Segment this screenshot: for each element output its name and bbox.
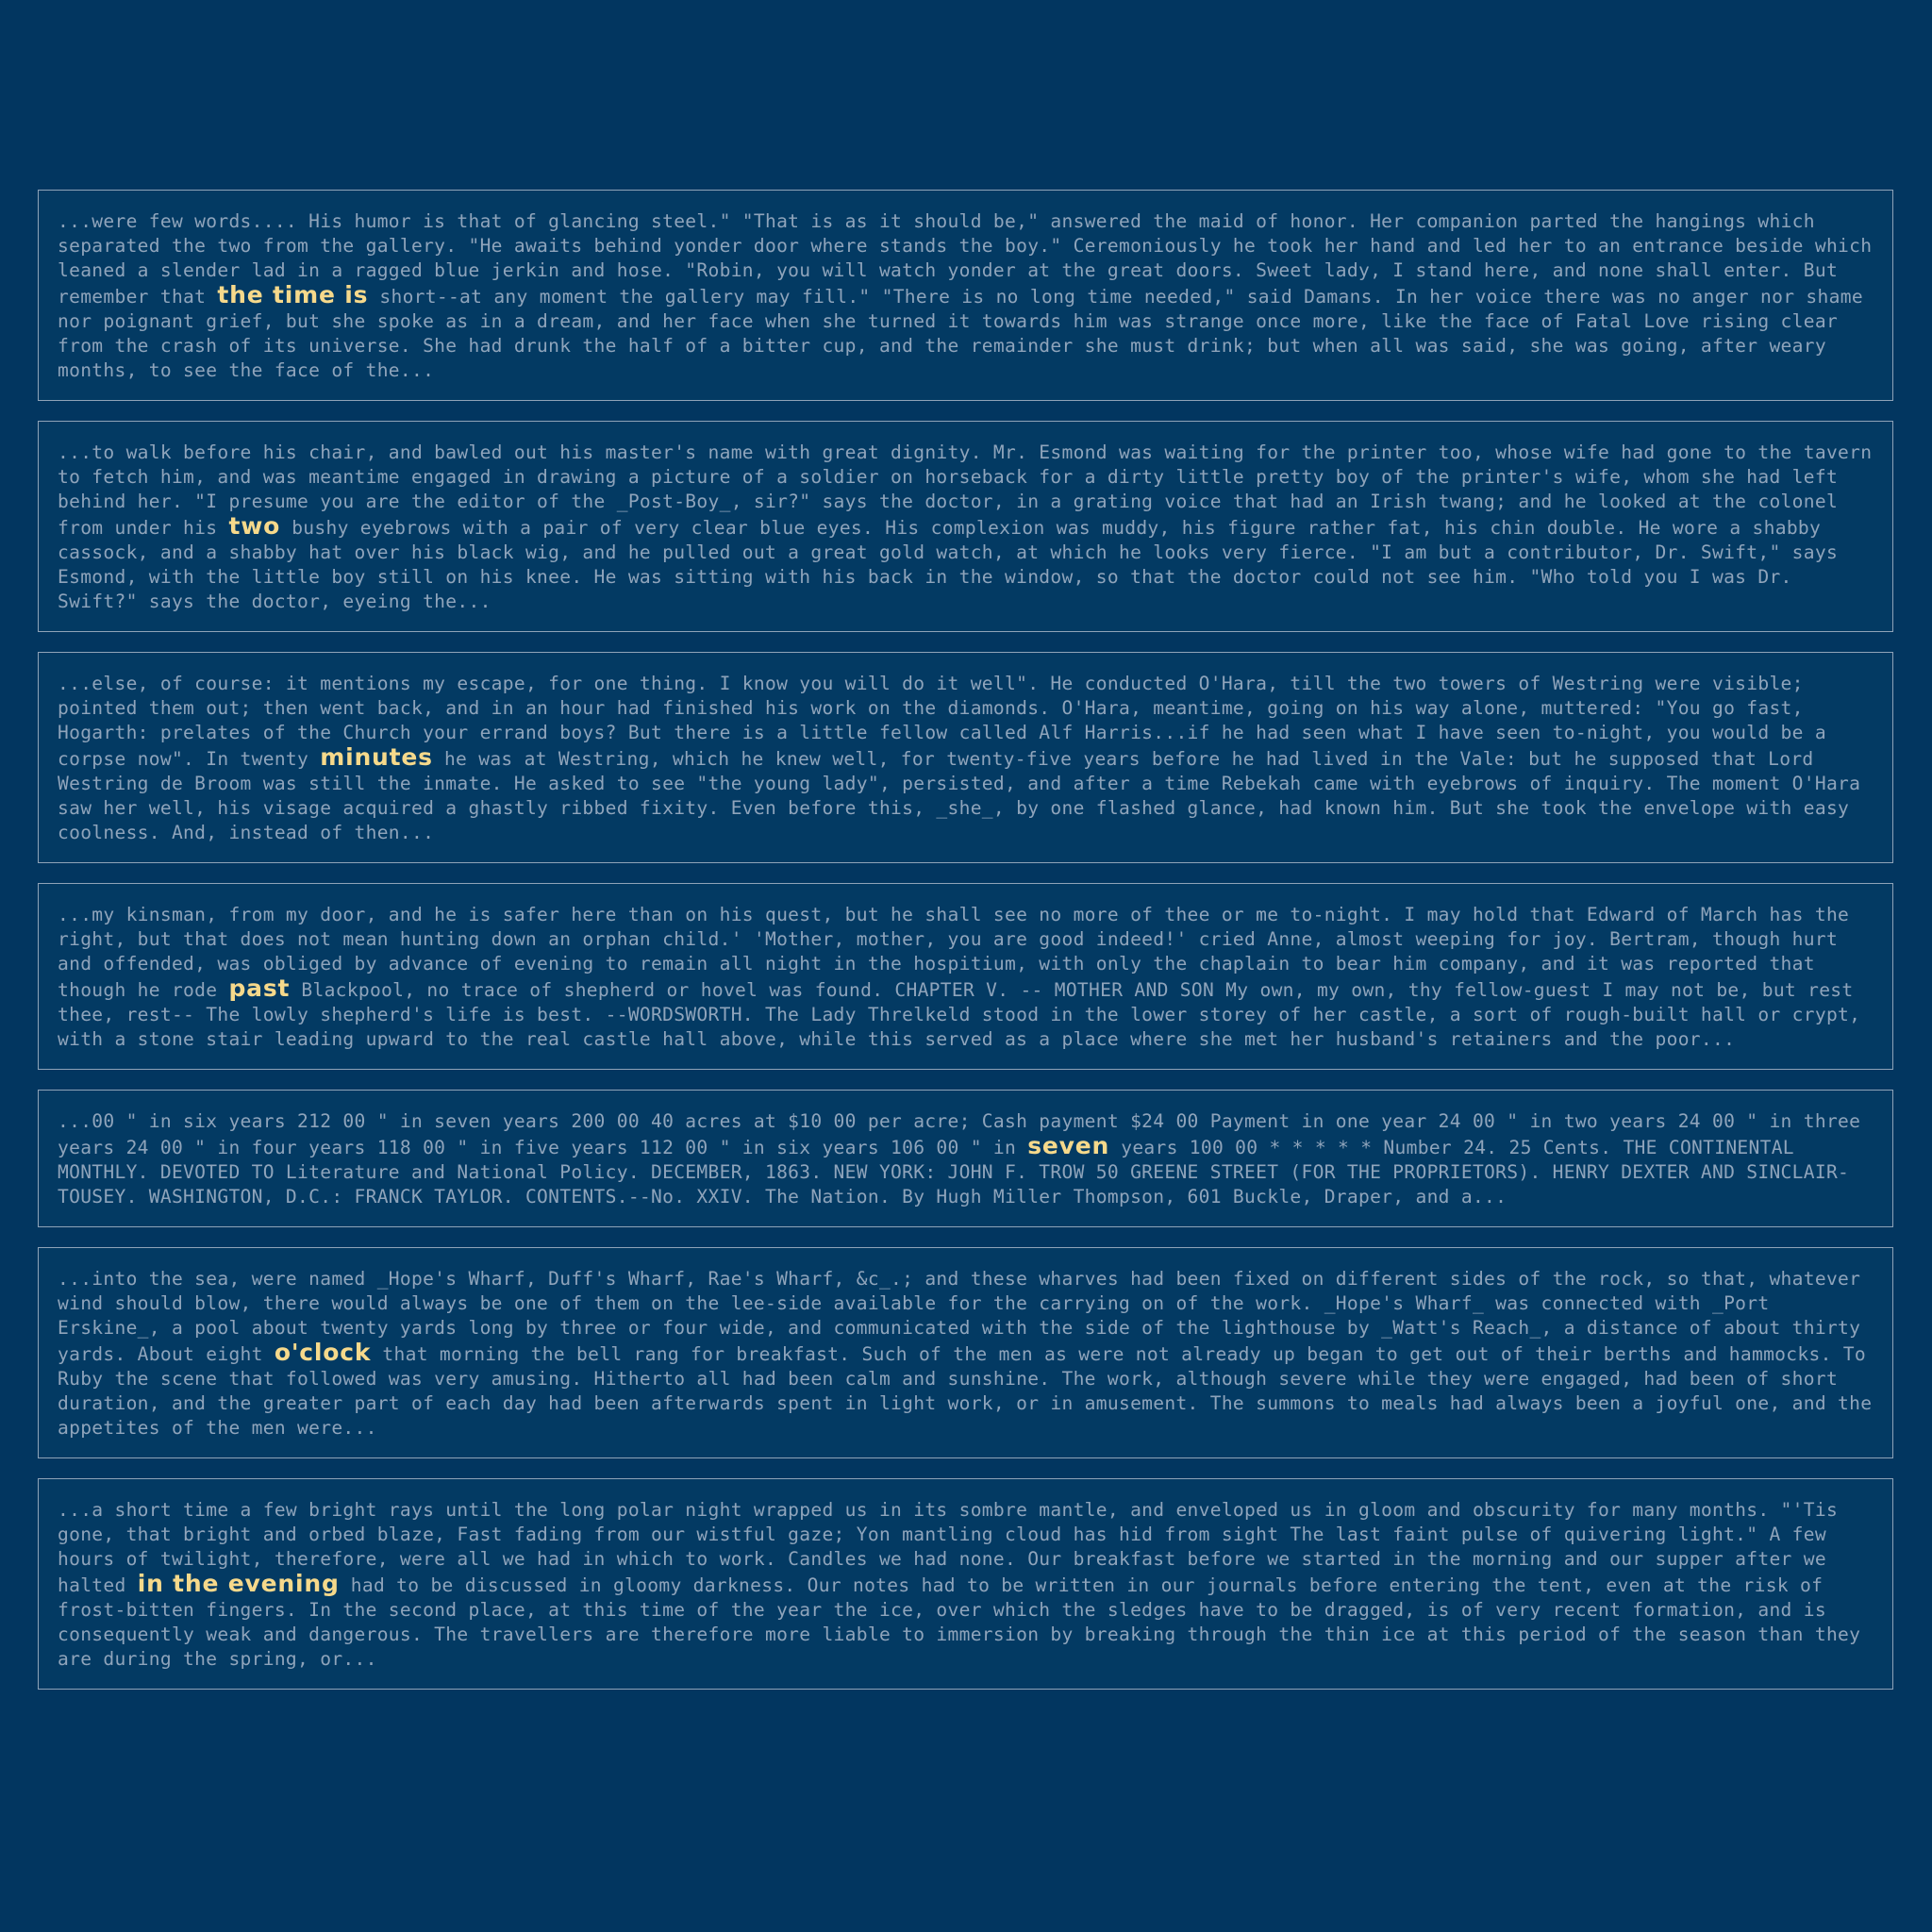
highlighted-match: two: [228, 512, 281, 540]
result-card[interactable]: [38, 1247, 1893, 1458]
result-card[interactable]: [38, 652, 1893, 863]
snippet-before: ...to walk before his chair, and bawled out his master's name with great dignity. Mr. Esmond was waiting for the printer too, whose wife had gone to the tavern to fetch him, and was meantime engaged in drawing a picture of a soldier on horseback for a dirty little pretty boy of the printer's wife, whom she had left behind her. "I presume you are the editor of the _Post-Boy_, sir?" says the doctor, in a grating voice that had an Irish twang; and he looked at the colonel from under his: [58, 441, 1873, 539]
snippet-before: ...my kinsman, from my door, and he is safer here than on his quest, but he shall see no more of thee or me to-night. I may hold that Edward of March has the right, but that does not mean hunting down an orphan child.' 'Mother, mother, you are good indeed!' cried Anne, almost weeping for joy. Bertram, though hurt and offended, was obliged by advance of evening to remain all night in the hospitium, with only the chaplain to bear him company, and it was reported that though he rode: [58, 904, 1850, 1001]
snippet-after: bushy eyebrows with a pair of very clear blue eyes. His complexion was muddy, his figure rather fat, his chin double. He wore a shabby cassock, and a shabby hat over his black wig, and he pulled out a great gold watch, at which he looks very fierce. "I am but a contributor, Dr. Swift," says Esmond, with the little boy still on his knee. He was sitting with his back in the window, so that the doctor could not see him. "Who told you I was Dr. Swift?" says the doctor, eyeing the...: [58, 517, 1839, 612]
result-card[interactable]: [38, 421, 1893, 632]
highlighted-match: in the evening: [137, 1570, 340, 1597]
result-card[interactable]: [38, 1090, 1893, 1227]
highlighted-match: o'clock: [274, 1339, 372, 1366]
snippet-before: ...a short time a few bright rays until the long polar night wrapped us in its sombre mantle, and enveloped us in gloom and obscurity for many months. "'Tis gone, that bright and orbed blaze, Fast fading from our wistful gaze; Yon mantling cloud has hid from sight The last faint pulse of quivering light." A few hours of twilight, therefore, were all we had in which to work. Candles we had none. Our breakfast before we started in the morning and our supper after we halted: [58, 1499, 1839, 1596]
search-results-list: [38, 190, 1893, 1709]
snippet-after: that morning the bell rang for breakfast. Such of the men as were not already up began to get out of their berths and hammocks. To Ruby the scene that followed was very amusing. Hitherto all had been calm and sunshine. The work, although severe while they were engaged, had been of short duration, and the greater part of each day had been afterwards spent in light work, or in amusement. The summons to meals had always been a joyful one, and the appetites of the men were...: [58, 1343, 1873, 1439]
snippet-before: ...else, of course: it mentions my escape, for one thing. I know you will do it well". He conducted O'Hara, till the two towers of Westring were visible; pointed them out; then went back, and in an hour had finished his work on the diamonds. O'Hara, meantime, going on his way alone, muttered: "You go fast, Hogarth: prelates of the Church your errand boys? But there is a little fellow called Alf Harris...if he had seen what I have seen to-night, you would be a corpse now". In twenty: [58, 673, 1826, 770]
snippet-after: years 100 00 * * * * * Number 24. 25 Cents. THE CONTINENTAL MONTHLY. DEVOTED TO Literature and National Policy. DECEMBER, 1863. NEW YORK: JOHN F. TROW 50 GREENE STREET (FOR THE PROPRIETORS). HENRY DEXTER AND SINCLAIR-TOUSEY. WASHINGTON, D.C.: FRANCK TAYLOR. CONTENTS.--No. XXIV. The Nation. By Hugh Miller Thompson, 601 Buckle, Draper, and a...: [58, 1137, 1850, 1208]
result-card[interactable]: [38, 883, 1893, 1070]
snippet-before: ...were few words.... His humor is that of glancing steel." "That is as it should be," answered the maid of honor. Her companion parted the hangings which separated the two from the gallery. "He awaits behind yonder door where stands the boy." Ceremoniously he took her hand and led her to an entrance beside which leaned a slender lad in a ragged blue jerkin and hose. "Robin, you will watch yonder at the great doors. Sweet lady, I stand here, and none shall enter. But remember that: [58, 210, 1873, 308]
highlighted-match: minutes: [320, 743, 433, 771]
snippet-after: Blackpool, no trace of shepherd or hovel was found. CHAPTER V. -- MOTHER AND SON My own, my own, thy fellow-guest I may not be, but rest thee, rest-- The lowly shepherd's life is best. --WORDSWORTH. The Lady Threlkeld stood in the lower storey of her castle, a sort of rough-built hall or crypt, with a stone stair leading upward to the real castle hall above, while this served as a place where she met her husband's retainers and the poor...: [58, 979, 1861, 1050]
result-card[interactable]: [38, 190, 1893, 401]
snippet-before: ...into the sea, were named _Hope's Wharf, Duff's Wharf, Rae's Wharf, &c_.; and these wharves had been fixed on different sides of the rock, so that, whatever wind should blow, there would always be one of them on the lee-side available for the carrying on of the work. _Hope's Wharf_ was connected with _Port Erskine_, a pool about twenty yards long by three or four wide, and communicated with the side of the lighthouse by _Watt's Reach_, a distance of about thirty yards. About eight: [58, 1268, 1861, 1365]
snippet-before: ...00 " in six years 212 00 " in seven years 200 00 40 acres at $10 00 per acre; Cash payment $24 00 Payment in one year 24 00 " in two years 24 00 " in three years 24 00 " in four years 118 00 " in five years 112 00 " in six years 106 00 " in: [58, 1110, 1861, 1158]
result-card[interactable]: [38, 1478, 1893, 1690]
snippet-after: short--at any moment the gallery may fill." "There is no long time needed," said Damans. In her voice there was no anger nor shame nor poignant grief, but she spoke as in a dream, and her face when she turned it towards him was strange once more, like the face of Fatal Love rising clear from the crash of its universe. She had drunk the half of a bitter cup, and the remainder she must drink; but when all was said, she was going, after weary months, to see the face of the...: [58, 286, 1863, 381]
snippet-after: he was at Westring, which he knew well, for twenty-five years before he had lived in the Vale: but he supposed that Lord Westring de Broom was still the inmate. He asked to see "the young lady", persisted, and after a time Rebekah came with eyebrows of inquiry. The moment O'Hara saw her well, his visage acquired a ghastly ribbed fixity. Even before this, _she_, by one flashed glance, had known him. But she took the envelope with easy coolness. And, instead of then...: [58, 748, 1861, 843]
snippet-after: had to be discussed in gloomy darkness. Our notes had to be written in our journals before entering the tent, even at the risk of frost-bitten fingers. In the second place, at this time of the year the ice, over which the sledges have to be dragged, is of very recent formation, and is consequently weak and dangerous. The travellers are therefore more liable to immersion by breaking through the thin ice at this period of the season than they are during the spring, or...: [58, 1574, 1861, 1670]
highlighted-match: seven: [1027, 1132, 1110, 1159]
highlighted-match: past: [228, 974, 291, 1002]
highlighted-match: the time is: [217, 281, 369, 308]
